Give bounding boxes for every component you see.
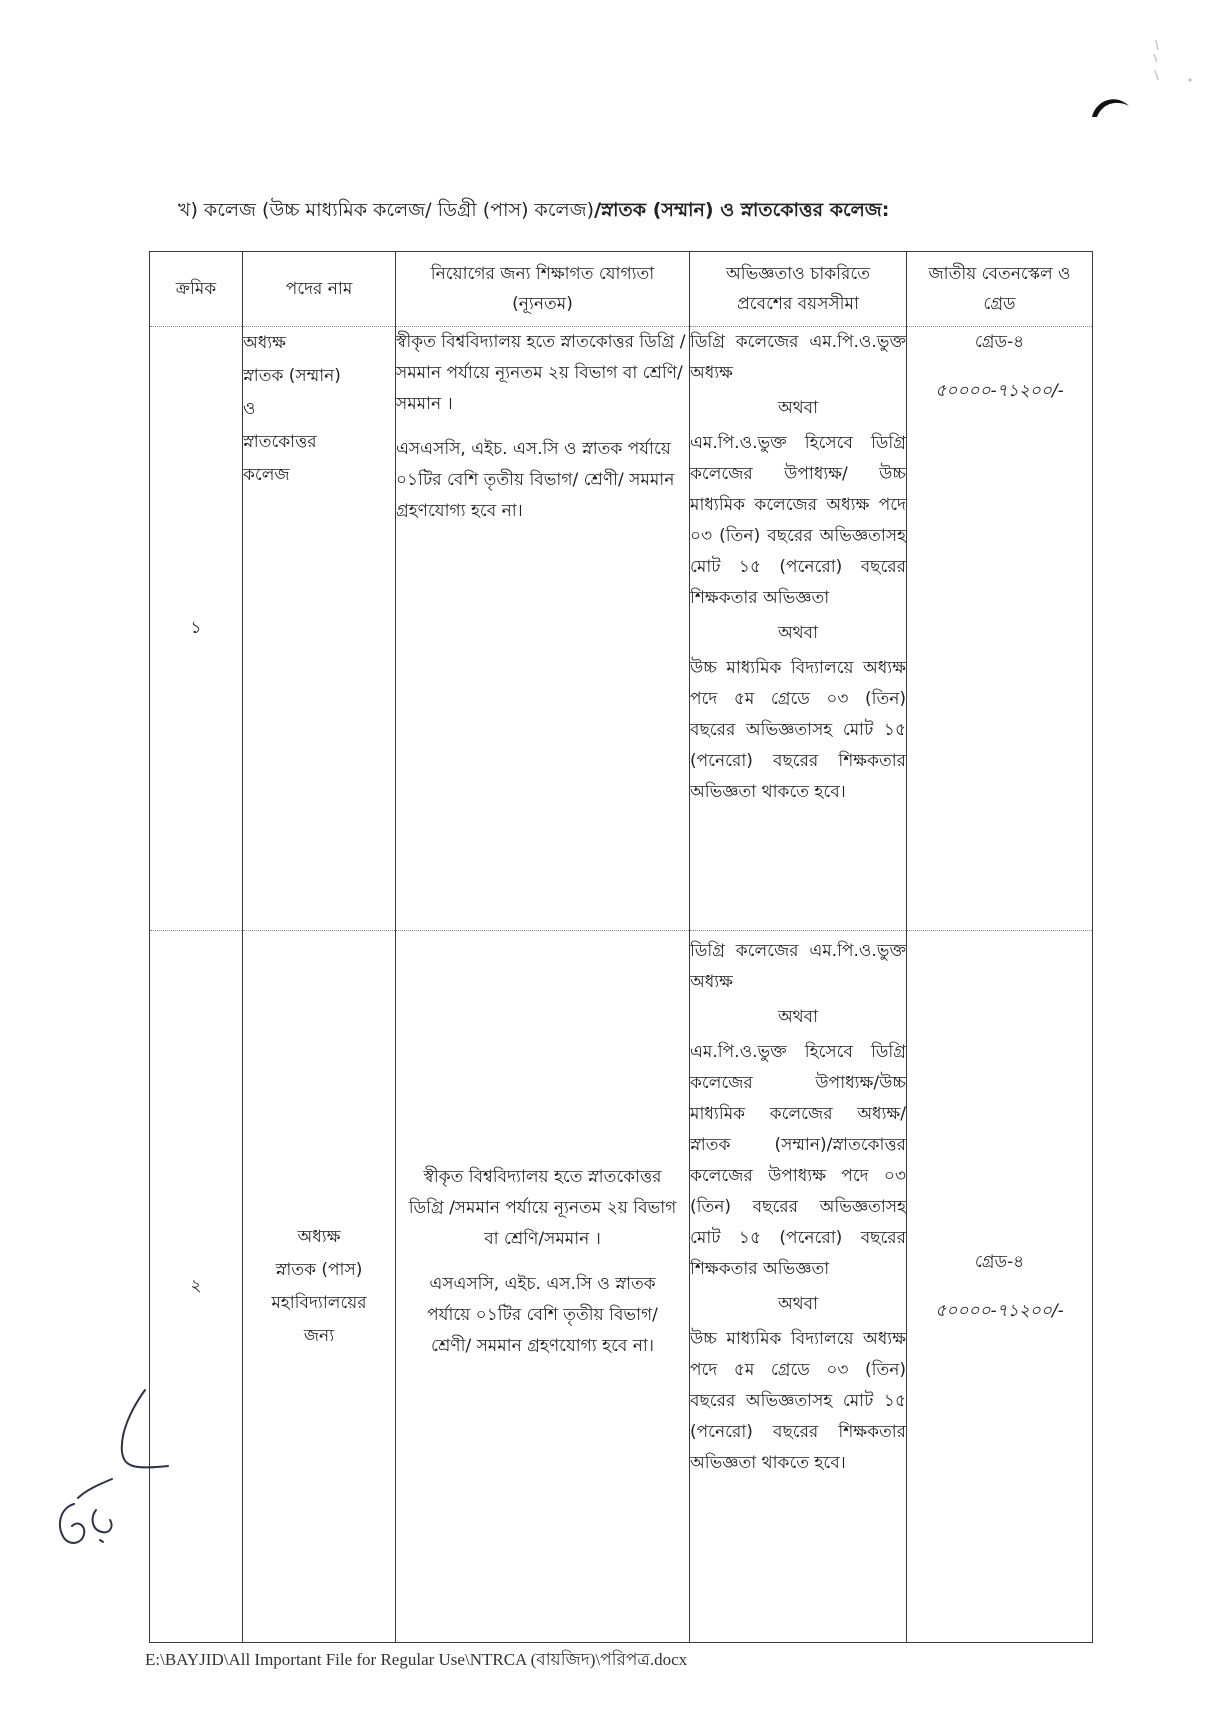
experience-paragraph: উচ্চ মাধ্যমিক বিদ্যালয়ে অধ্যক্ষ পদে ৫ম গ্রেডে ০৩ (তিন) বছরের অভিজ্ঞতাসহ মোট ১৫ (পনেরো) বছরের শিক্ষকতার অভিজ্ঞতা থাকতে হবে। <box>690 658 906 802</box>
row-post-name: অধ্যক্ষ স্নাতক (পাস) মহাবিদ্যালয়ের জন্য <box>243 931 396 1643</box>
experience-paragraph: ডিগ্রি কলেজের এম.পি.ও.ভুক্ত অধ্যক্ষ <box>690 941 906 992</box>
section-heading-bold-text: /স্নাতক (সম্মান) ও স্নাতকোত্তর কলেজ: <box>594 199 890 221</box>
row-qualification <box>396 327 690 931</box>
qualification-paragraph: এসএসসি, এইচ. এস.সি ও স্নাতক পর্যায়ে ০১টির বেশি তৃতীয় বিভাগ/ শ্রেণী/ সমমান গ্রহণযোগ্য হবে না। <box>427 1273 658 1356</box>
grade-label: গ্রেড-৪ <box>974 332 1025 352</box>
header-experience: অভিজ্ঞতাও চাকরিতে প্রবেশের বয়সসীমা <box>690 252 907 327</box>
scan-speck-marks <box>1146 36 1196 88</box>
header-qualification: নিয়োগের জন্য শিক্ষাগত যোগ্যতা (ন্যূনতম) <box>396 252 690 327</box>
table-row <box>150 931 1093 1643</box>
pay-scale-value: ৫০০০০-৭১২০০/- <box>935 1300 1064 1321</box>
row-serial: ২ <box>150 931 243 1643</box>
header-serial: ক্রমিক <box>150 252 243 327</box>
recruitment-table <box>149 251 1093 1643</box>
row-experience <box>690 327 907 931</box>
section-heading-text: খ) কলেজ (উচ্চ মাধ্যমিক কলেজ/ ডিগ্রী (পাস) কলেজ) <box>178 199 595 221</box>
table-header-row <box>150 252 1093 327</box>
handwritten-signature <box>40 1380 180 1555</box>
row-serial: ১ <box>150 327 243 931</box>
experience-or: অথবা <box>777 1007 819 1027</box>
row-pay-scale <box>907 327 1093 931</box>
header-pay-scale: জাতীয় বেতনস্কেল ও গ্রেড <box>907 252 1093 327</box>
experience-paragraph: ডিগ্রি কলেজের এম.পি.ও.ভুক্ত অধ্যক্ষ <box>690 332 906 383</box>
experience-paragraph: উচ্চ মাধ্যমিক বিদ্যালয়ে অধ্যক্ষ পদে ৫ম গ্রেডে ০৩ (তিন) বছরের অভিজ্ঞতাসহ মোট ১৫ (পনেরো) বছরের শিক্ষকতার অভিজ্ঞতা থাকতে হবে। <box>690 1329 906 1473</box>
qualification-paragraph: এসএসসি, এইচ. এস.সি ও স্নাতক পর্যায়ে ০১টির বেশি তৃতীয় বিভাগ/ শ্রেণী/ সমমান গ্রহণযোগ্য হবে না। <box>396 439 675 521</box>
experience-or: অথবা <box>777 1294 819 1314</box>
experience-or: অথবা <box>777 623 819 643</box>
experience-or: অথবা <box>777 398 819 418</box>
header-post: পদের নাম <box>243 252 396 327</box>
row-pay-scale <box>907 931 1093 1643</box>
grade-label: গ্রেড-৪ <box>974 1251 1025 1272</box>
row-experience <box>690 931 907 1643</box>
experience-paragraph: এম.পি.ও.ভুক্ত হিসেবে ডিগ্রি কলেজের উপাধ্যক্ষ/ উচ্চ মাধ্যমিক কলেজের অধ্যক্ষ পদে ০৩ (তিন) বছরের অভিজ্ঞতাসহ মোট ১৫ (পনেরো) বছরের শিক্ষকতার অভিজ্ঞতা <box>690 433 906 608</box>
row-qualification <box>396 931 690 1643</box>
footer-file-path: E:\BAYJID\All Important File for Regular Use\NTRCA (বায়জিদ)\পরিপত্র.docx <box>145 1650 688 1669</box>
experience-paragraph: এম.পি.ও.ভুক্ত হিসেবে ডিগ্রি কলেজের উপাধ্যক্ষ/উচ্চ মাধ্যমিক কলেজের অধ্যক্ষ/ স্নাতক (সম্মান)/স্নাতকোত্তর কলেজের উপাধ্যক্ষ পদে ০৩ (তিন) বছরের অভিজ্ঞতাসহ মোট ১৫ (পনেরো) বছরের শিক্ষকতার অভিজ্ঞতা <box>690 1042 906 1279</box>
punch-hole-mark <box>1088 92 1132 120</box>
qualification-paragraph: স্বীকৃত বিশ্ববিদ্যালয় হতে স্নাতকোত্তর ডিগ্রি /সমমান পর্যায়ে ন্যূনতম ২য় বিভাগ বা শ্রেণি/সমমান । <box>396 332 686 414</box>
row-post-name: অধ্যক্ষ স্নাতক (সম্মান) ও স্নাতকোত্তর কলেজ <box>243 327 396 931</box>
table-row <box>150 327 1093 931</box>
qualification-paragraph: স্বীকৃত বিশ্ববিদ্যালয় হতে স্নাতকোত্তর ডিগ্রি /সমমান পর্যায়ে ন্যূনতম ২য় বিভাগ বা শ্রেণি/সমমান । <box>408 1166 677 1249</box>
pay-scale-value: ৫০০০০-৭১২০০/- <box>935 381 1064 401</box>
section-heading <box>178 196 889 224</box>
